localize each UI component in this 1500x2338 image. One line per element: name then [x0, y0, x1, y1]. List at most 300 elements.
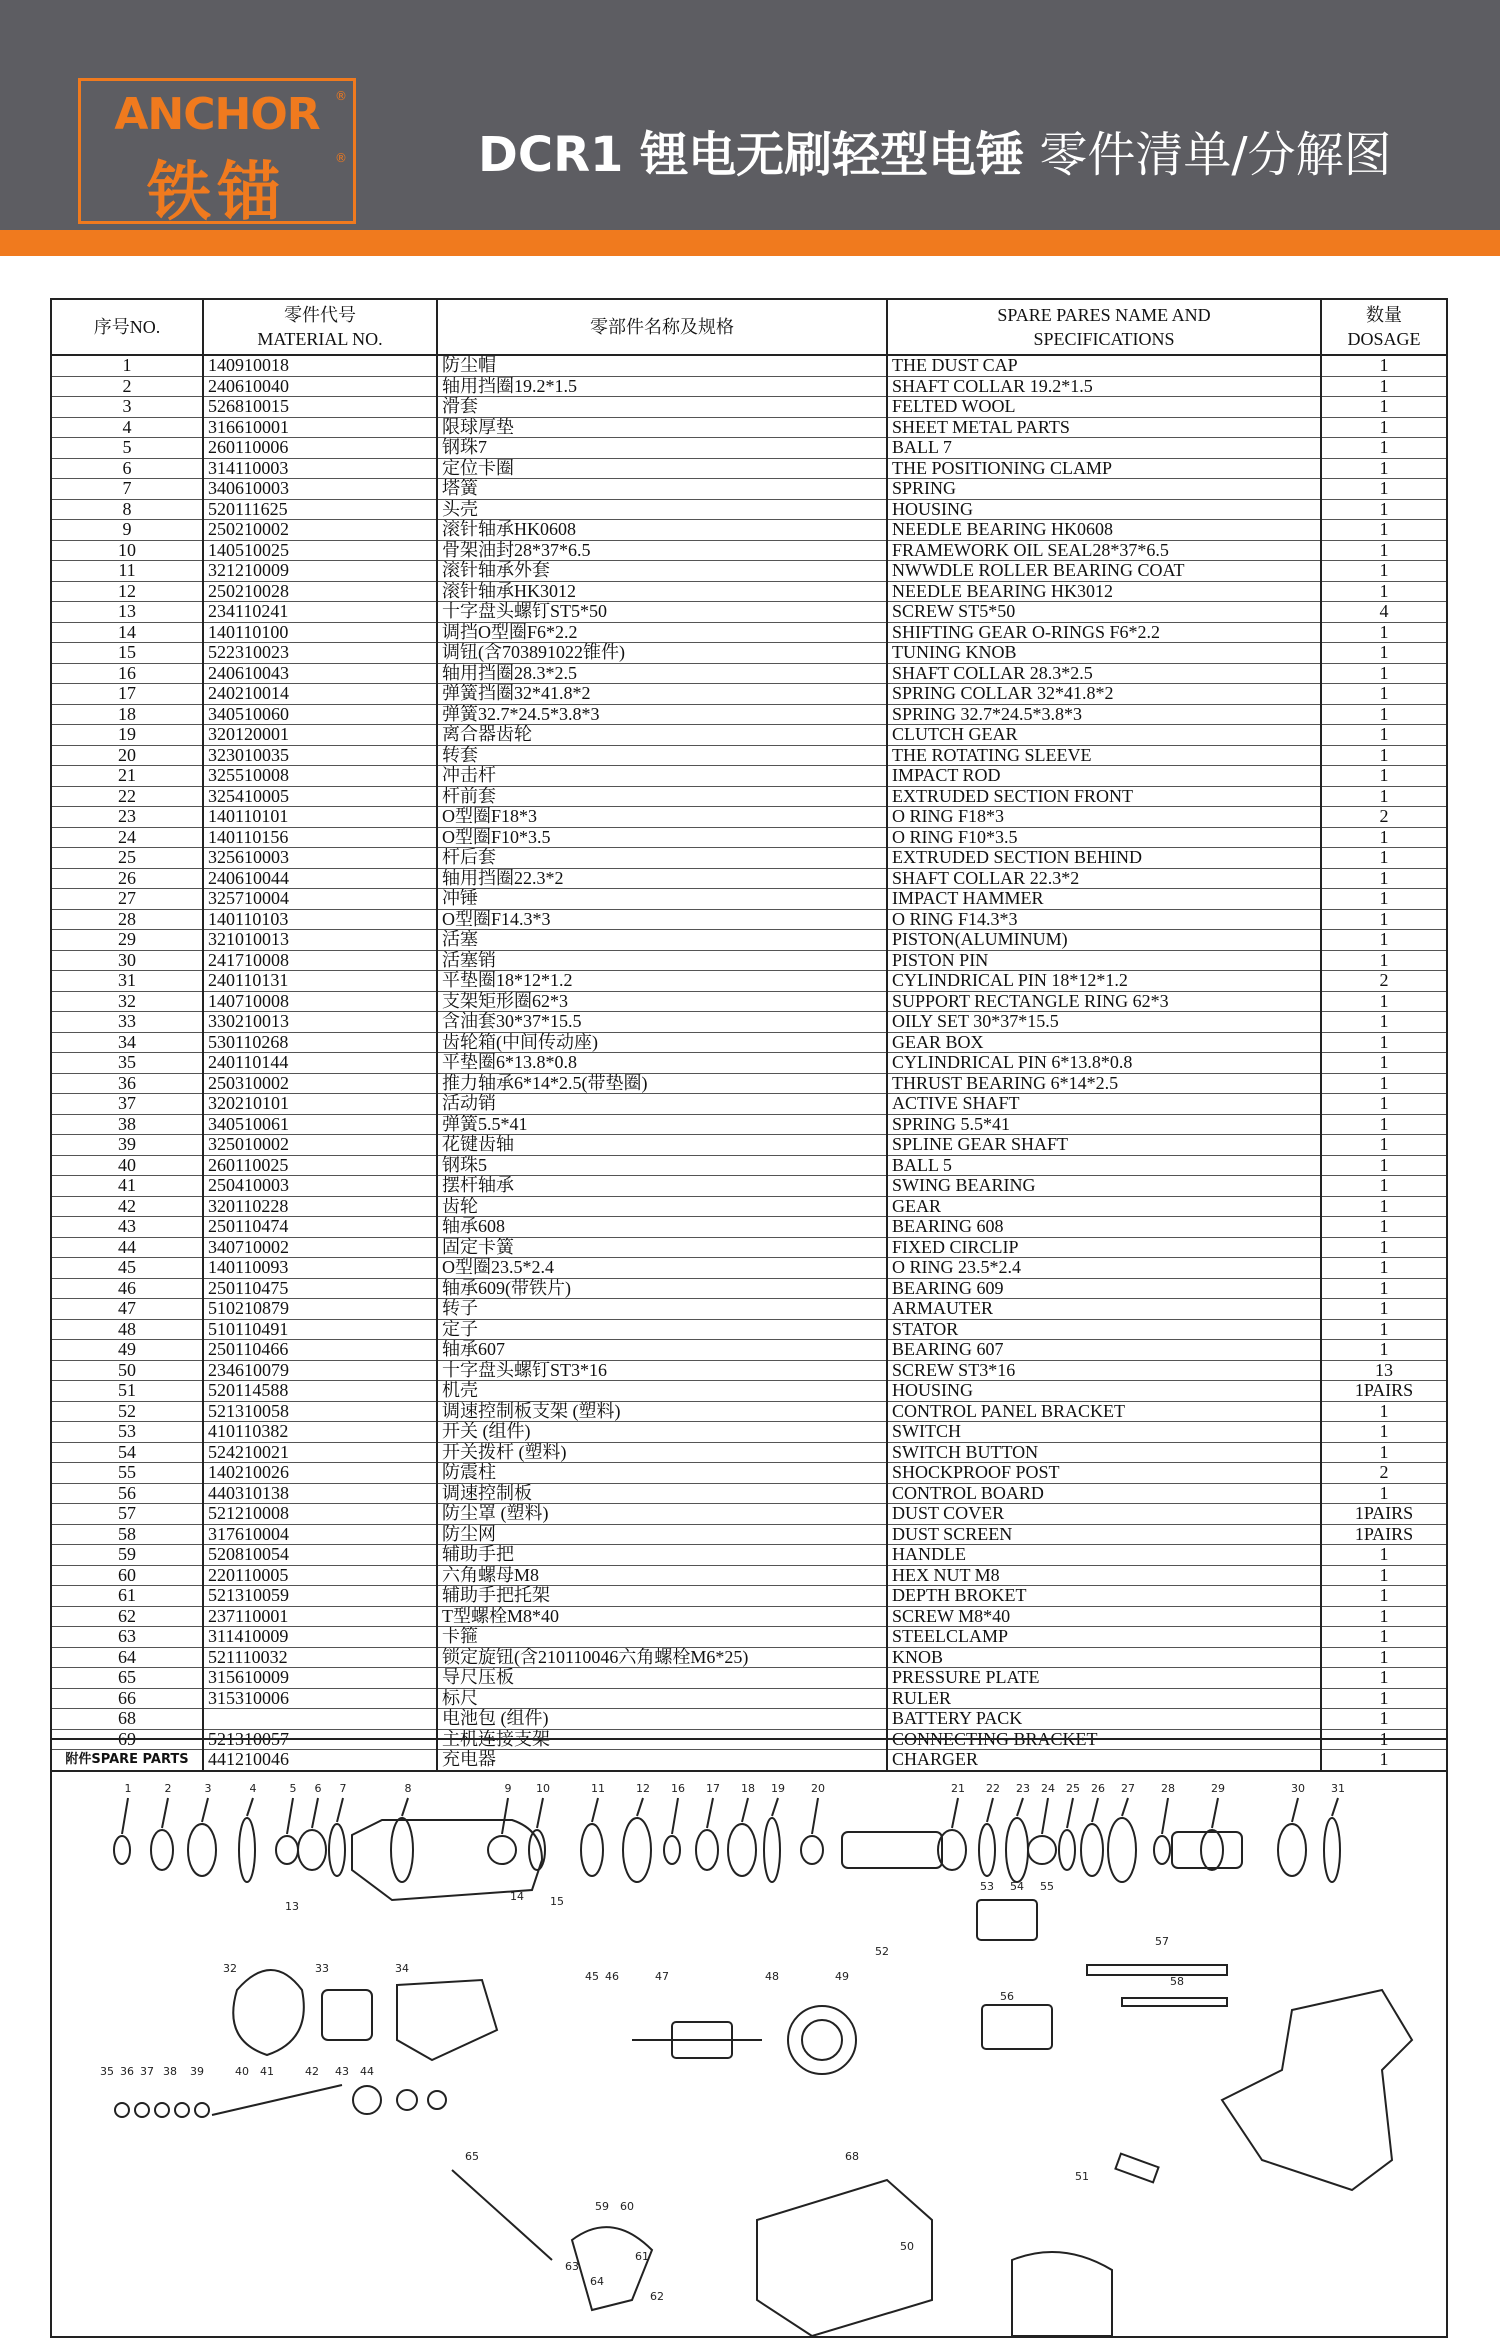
cell-no: 27 [51, 889, 203, 910]
diagram-callout: 35 [100, 2065, 114, 2078]
cell-name-zh: 轴承609(带铁片) [437, 1278, 887, 1299]
diagram-part-ring [1059, 1830, 1075, 1870]
cell-qty: 1 [1321, 1709, 1447, 1730]
cell-name-zh: 推力轴承6*14*2.5(带垫圈) [437, 1073, 887, 1094]
cell-qty: 1 [1321, 1668, 1447, 1689]
cell-no: 63 [51, 1627, 203, 1648]
cell-no: 25 [51, 848, 203, 869]
table-row [51, 848, 1447, 869]
table-row [51, 909, 1447, 930]
cell-material-no: 521310057 [203, 1729, 437, 1750]
cell-material-no: 250110474 [203, 1217, 437, 1238]
cell-name-en: O RING F18*3 [887, 807, 1321, 828]
cell-qty: 1 [1321, 663, 1447, 684]
table-row [51, 684, 1447, 705]
table-row [51, 1258, 1447, 1279]
diagram-callout: 43 [335, 2065, 349, 2078]
cell-material-no: 340510061 [203, 1114, 437, 1135]
diagram-part-handle [572, 2227, 652, 2310]
page-title [478, 116, 1392, 185]
cell-material-no: 250110475 [203, 1278, 437, 1299]
cell-material-no: 321210009 [203, 561, 437, 582]
cell-qty: 1 [1321, 1155, 1447, 1176]
diagram-leader-line [742, 1798, 748, 1822]
cell-no: 15 [51, 643, 203, 664]
diagram-part-ring [1108, 1818, 1136, 1882]
cell-material-no: 260110006 [203, 438, 437, 459]
table-header-row [51, 299, 1447, 355]
diagram-callout: 29 [1211, 1782, 1225, 1795]
table-row [51, 1155, 1447, 1176]
table-row [51, 1442, 1447, 1463]
table-row [51, 1032, 1447, 1053]
cell-no: 36 [51, 1073, 203, 1094]
diagram-callout: 58 [1170, 1975, 1184, 1988]
diagram-leader-line [952, 1798, 958, 1828]
cell-no: 1 [51, 355, 203, 376]
diagram-callout: 50 [900, 2240, 914, 2253]
cell-no: 23 [51, 807, 203, 828]
cell-name-zh: 活动销 [437, 1094, 887, 1115]
table-row [51, 930, 1447, 951]
diagram-callout: 7 [339, 1782, 347, 1795]
cell-no: 13 [51, 602, 203, 623]
cell-name-en: PISTON(ALUMINUM) [887, 930, 1321, 951]
diagram-part-bearing [397, 2090, 417, 2110]
diagram-part-dust-screen [1122, 1998, 1227, 2006]
cell-no: 14 [51, 622, 203, 643]
cell-name-zh: 弹簧挡圈32*41.8*2 [437, 684, 887, 705]
diagram-callout: 39 [190, 2065, 204, 2078]
table-row [51, 807, 1447, 828]
cell-no: 18 [51, 704, 203, 725]
page-title-subtitle: 零件清单/分解图 [1024, 127, 1392, 183]
cell-material-no: 316610001 [203, 417, 437, 438]
diagram-part-ring [391, 1818, 413, 1882]
table-row [51, 376, 1447, 397]
cell-no: 19 [51, 725, 203, 746]
diagram-callout: 5 [289, 1782, 297, 1795]
cell-no: 6 [51, 458, 203, 479]
diagram-callout: 55 [1040, 1880, 1054, 1893]
cell-name-zh: 塔簧 [437, 479, 887, 500]
cell-name-en: BEARING 609 [887, 1278, 1321, 1299]
diagram-callout: 20 [811, 1782, 825, 1795]
table-row [51, 1381, 1447, 1402]
cell-qty: 1 [1321, 1483, 1447, 1504]
diagram-part-piston [1172, 1832, 1242, 1868]
cell-name-en: SPRING [887, 479, 1321, 500]
diagram-leader-line [1212, 1798, 1218, 1828]
cell-material-no: 140110101 [203, 807, 437, 828]
cell-qty: 4 [1321, 602, 1447, 623]
cell-qty: 1 [1321, 520, 1447, 541]
cell-name-zh: 固定卡簧 [437, 1237, 887, 1258]
cell-material-no: 526810015 [203, 397, 437, 418]
cell-no: 20 [51, 745, 203, 766]
diagram-leader-line [1122, 1798, 1128, 1816]
table-row [51, 499, 1447, 520]
table-row [51, 1135, 1447, 1156]
cell-name-en: HEX NUT M8 [887, 1565, 1321, 1586]
cell-name-zh: 锁定旋钮(含210110046六角螺栓M6*25) [437, 1647, 887, 1668]
cell-material-no: 410110382 [203, 1422, 437, 1443]
cell-name-zh: 定位卡圈 [437, 458, 887, 479]
diagram-callout: 2 [164, 1782, 172, 1795]
cell-name-zh: 开关拨杆 (塑料) [437, 1442, 887, 1463]
diagram-callout: 57 [1155, 1935, 1169, 1948]
diagram-leader-line [1162, 1798, 1168, 1834]
diagram-part-ring [114, 1836, 130, 1864]
cell-name-zh: 转子 [437, 1299, 887, 1320]
cell-no: 56 [51, 1483, 203, 1504]
cell-name-zh: 钢珠5 [437, 1155, 887, 1176]
diagram-callout: 30 [1291, 1782, 1305, 1795]
cell-no: 34 [51, 1032, 203, 1053]
cell-qty: 1 [1321, 458, 1447, 479]
cell-qty: 1 [1321, 930, 1447, 951]
cell-no: 47 [51, 1299, 203, 1320]
cell-material-no: 441210046 [203, 1750, 437, 1771]
cell-name-en: SWITCH BUTTON [887, 1442, 1321, 1463]
cell-qty: 1 [1321, 417, 1447, 438]
table-row [51, 889, 1447, 910]
cell-name-en: O RING F10*3.5 [887, 827, 1321, 848]
cell-material-no: 520810054 [203, 1545, 437, 1566]
cell-name-en: THRUST BEARING 6*14*2.5 [887, 1073, 1321, 1094]
cell-name-en: CONTROL BOARD [887, 1483, 1321, 1504]
cell-qty: 1 [1321, 1176, 1447, 1197]
cell-name-zh: 定子 [437, 1319, 887, 1340]
cell-material-no: 530110268 [203, 1032, 437, 1053]
cell-name-zh: 弹簧32.7*24.5*3.8*3 [437, 704, 887, 725]
diagram-part-ring [1278, 1824, 1306, 1876]
cell-name-en: BEARING 607 [887, 1340, 1321, 1361]
cell-no: 22 [51, 786, 203, 807]
table-row [51, 438, 1447, 459]
diagram-leader-line [287, 1798, 293, 1834]
diagram-callout: 40 [235, 2065, 249, 2078]
cell-name-zh: 主机连接支架 [437, 1729, 887, 1750]
diagram-callout: 10 [536, 1782, 550, 1795]
cell-name-en: ACTIVE SHAFT [887, 1094, 1321, 1115]
diagram-callout: 64 [590, 2275, 604, 2288]
cell-name-zh: 轴用挡圈22.3*2 [437, 868, 887, 889]
diagram-callout: 54 [1010, 1880, 1024, 1893]
diagram-part-gear-box [397, 1980, 497, 2060]
cell-material-no: 140210026 [203, 1463, 437, 1484]
cell-material-no: 510210879 [203, 1299, 437, 1320]
diagram-part-ring [188, 1824, 216, 1876]
cell-qty: 1PAIRS [1321, 1524, 1447, 1545]
cell-material-no: 250110466 [203, 1340, 437, 1361]
cell-no: 32 [51, 991, 203, 1012]
cell-no: 4 [51, 417, 203, 438]
cell-name-en: FIXED CIRCLIP [887, 1237, 1321, 1258]
cell-material-no: 240110144 [203, 1053, 437, 1074]
diagram-callout: 26 [1091, 1782, 1105, 1795]
cell-qty: 1 [1321, 889, 1447, 910]
diagram-leader-line [247, 1798, 253, 1816]
diagram-part-gasket [233, 1970, 304, 2055]
diagram-callout: 13 [285, 1900, 299, 1913]
diagram-part-housing-half [1012, 2252, 1112, 2336]
diagram-callout: 28 [1161, 1782, 1175, 1795]
diagram-part-ring [764, 1818, 780, 1882]
cell-no: 45 [51, 1258, 203, 1279]
cell-qty: 1 [1321, 868, 1447, 889]
cell-material-no: 260110025 [203, 1155, 437, 1176]
diagram-part-battery-pack [757, 2180, 932, 2336]
diagram-leader-line [1067, 1798, 1073, 1828]
cell-name-zh: 钢珠7 [437, 438, 887, 459]
cell-qty: 1 [1321, 1094, 1447, 1115]
cell-qty: 1 [1321, 438, 1447, 459]
cell-material-no: 521210008 [203, 1504, 437, 1525]
cell-no: 50 [51, 1360, 203, 1381]
cell-name-en: HOUSING [887, 1381, 1321, 1402]
diagram-callout: 12 [636, 1782, 650, 1795]
diagram-callout: 24 [1041, 1782, 1055, 1795]
diagram-callout: 9 [504, 1782, 512, 1795]
cell-no: 52 [51, 1401, 203, 1422]
table-row [51, 397, 1447, 418]
cell-name-zh: 导尺压板 [437, 1668, 887, 1689]
cell-qty: 1 [1321, 704, 1447, 725]
diagram-callout: 56 [1000, 1990, 1014, 2003]
cell-name-zh: 辅助手把托架 [437, 1586, 887, 1607]
table-row [51, 1073, 1447, 1094]
cell-material-no: 220110005 [203, 1565, 437, 1586]
diagram-leader-line [402, 1798, 408, 1816]
cell-material-no: 522310023 [203, 643, 437, 664]
cell-name-en: CLUTCH GEAR [887, 725, 1321, 746]
registered-mark: ® [335, 151, 347, 165]
cell-material-no: 140110156 [203, 827, 437, 848]
cell-name-zh: 杆前套 [437, 786, 887, 807]
cell-qty: 1 [1321, 1258, 1447, 1279]
cell-name-en: SWITCH [887, 1422, 1321, 1443]
cell-name-zh: 弹簧5.5*41 [437, 1114, 887, 1135]
cell-qty: 1 [1321, 479, 1447, 500]
cell-qty: 1 [1321, 1606, 1447, 1627]
diagram-callout: 61 [635, 2250, 649, 2263]
diagram-part-ring [728, 1824, 756, 1876]
cell-no: 29 [51, 930, 203, 951]
cell-name-zh: 防尘帽 [437, 355, 887, 376]
cell-name-en: TUNING KNOB [887, 643, 1321, 664]
cell-no: 44 [51, 1237, 203, 1258]
diagram-part-washer [155, 2103, 169, 2117]
cell-name-en: THE DUST CAP [887, 355, 1321, 376]
diagram-part-ring [276, 1836, 298, 1864]
diagram-callout: 33 [315, 1962, 329, 1975]
cell-name-zh: 调挡O型圈F6*2.2 [437, 622, 887, 643]
header-no: 序号NO. [51, 299, 203, 355]
diagram-part-ring [1201, 1830, 1223, 1870]
cell-name-en: KNOB [887, 1647, 1321, 1668]
cell-qty: 1 [1321, 1012, 1447, 1033]
cell-name-en: STEELCLAMP [887, 1627, 1321, 1648]
table-row [51, 1422, 1447, 1443]
cell-qty: 1 [1321, 1750, 1447, 1771]
cell-name-en: GEAR BOX [887, 1032, 1321, 1053]
cell-qty: 1 [1321, 991, 1447, 1012]
table-row [51, 786, 1447, 807]
cell-no: 62 [51, 1606, 203, 1627]
cell-name-en: SPRING 32.7*24.5*3.8*3 [887, 704, 1321, 725]
table-row [51, 1709, 1447, 1730]
diagram-callout: 65 [465, 2150, 479, 2163]
diagram-part-washer [115, 2103, 129, 2117]
cell-qty: 1 [1321, 1053, 1447, 1074]
cell-material-no: 250210002 [203, 520, 437, 541]
cell-name-en: O RING F14.3*3 [887, 909, 1321, 930]
cell-name-zh: 防尘网 [437, 1524, 887, 1545]
diagram-callout: 52 [875, 1945, 889, 1958]
table-row [51, 520, 1447, 541]
cell-qty: 1 [1321, 1032, 1447, 1053]
exploded-view-drawing [52, 1740, 1446, 2336]
diagram-leader-line [337, 1798, 343, 1822]
cell-name-en: PRESSURE PLATE [887, 1668, 1321, 1689]
table-row [51, 991, 1447, 1012]
diagram-callout: 16 [671, 1782, 685, 1795]
table-row [51, 1114, 1447, 1135]
cell-material-no: 234110241 [203, 602, 437, 623]
table-row [51, 1545, 1447, 1566]
cell-no: 43 [51, 1217, 203, 1238]
cell-name-en: CONTROL PANEL BRACKET [887, 1401, 1321, 1422]
diagram-part-ring [529, 1830, 545, 1870]
cell-material-no: 250310002 [203, 1073, 437, 1094]
cell-name-zh: 平垫圈18*12*1.2 [437, 971, 887, 992]
cell-no: 33 [51, 1012, 203, 1033]
diagram-callout: 37 [140, 2065, 154, 2078]
cell-qty: 1 [1321, 376, 1447, 397]
parts-list-table [50, 298, 1448, 1772]
diagram-callout: 14 [510, 1890, 524, 1903]
header-material-zh: 零件代号 [284, 305, 356, 325]
cell-name-en: BALL 7 [887, 438, 1321, 459]
header-qty [1321, 299, 1447, 355]
cell-name-en: SHEET METAL PARTS [887, 417, 1321, 438]
cell-name-en: DUST SCREEN [887, 1524, 1321, 1545]
cell-name-zh: O型圈F18*3 [437, 807, 887, 828]
cell-qty: 13 [1321, 1360, 1447, 1381]
cell-qty: 1 [1321, 827, 1447, 848]
cell-material-no: 440310138 [203, 1483, 437, 1504]
table-row [51, 1565, 1447, 1586]
diagram-leader-line [637, 1798, 643, 1816]
diagram-callout: 19 [771, 1782, 785, 1795]
diagram-callout: 63 [565, 2260, 579, 2273]
diagram-part-depth-rod [452, 2170, 552, 2260]
diagram-part-ring [151, 1830, 173, 1870]
cell-no: 55 [51, 1463, 203, 1484]
cell-qty: 1 [1321, 1401, 1447, 1422]
cell-name-zh: 活塞 [437, 930, 887, 951]
diagram-leader-line [1292, 1798, 1298, 1822]
cell-no: 58 [51, 1524, 203, 1545]
diagram-part-ring [488, 1836, 516, 1864]
cell-no: 68 [51, 1709, 203, 1730]
diagram-leader-line [1042, 1798, 1048, 1834]
cell-name-en: DEPTH BROKET [887, 1586, 1321, 1607]
cell-name-en: RULER [887, 1688, 1321, 1709]
cell-no: 54 [51, 1442, 203, 1463]
cell-name-zh: 十字盘头螺钉ST5*50 [437, 602, 887, 623]
cell-material-no: 521310058 [203, 1401, 437, 1422]
cell-no: 60 [51, 1565, 203, 1586]
cell-material-no [203, 1709, 437, 1730]
cell-name-en: CHARGER [887, 1750, 1321, 1771]
cell-no: 26 [51, 868, 203, 889]
cell-qty: 1 [1321, 1319, 1447, 1340]
cell-name-zh: 调速控制板 [437, 1483, 887, 1504]
diagram-callout: 53 [980, 1880, 994, 1893]
table-row [51, 1053, 1447, 1074]
header-accent-stripe [0, 230, 1500, 256]
cell-qty: 1 [1321, 1217, 1447, 1238]
table-row [51, 479, 1447, 500]
cell-name-en: NWWDLE ROLLER BEARING COAT [887, 561, 1321, 582]
cell-no: 2 [51, 376, 203, 397]
parts-table-body [51, 355, 1447, 1771]
table-row [51, 868, 1447, 889]
diagram-part-ring [239, 1818, 255, 1882]
cell-name-zh: 滑套 [437, 397, 887, 418]
cell-material-no: 140710008 [203, 991, 437, 1012]
cell-name-zh: 平垫圈6*13.8*0.8 [437, 1053, 887, 1074]
diagram-leader-line [122, 1798, 128, 1834]
cell-material-no: 325010002 [203, 1135, 437, 1156]
cell-material-no: 250410003 [203, 1176, 437, 1197]
header-name-zh: 零部件名称及规格 [437, 299, 887, 355]
diagram-part-ring [1154, 1836, 1170, 1864]
diagram-callout: 62 [650, 2290, 664, 2303]
table-row [51, 1688, 1447, 1709]
diagram-part-ring [1006, 1818, 1028, 1882]
cell-no: 66 [51, 1688, 203, 1709]
cell-no: 30 [51, 950, 203, 971]
diagram-part-stator [788, 2006, 856, 2074]
table-row [51, 1196, 1447, 1217]
table-row [51, 643, 1447, 664]
table-row [51, 561, 1447, 582]
diagram-callout: 25 [1066, 1782, 1080, 1795]
diagram-callout: 46 [605, 1970, 619, 1983]
table-row [51, 1340, 1447, 1361]
diagram-callout: 31 [1331, 1782, 1345, 1795]
table-row [51, 745, 1447, 766]
logo-chinese-text: 铁锚 [147, 156, 287, 230]
cell-name-en: THE POSITIONING CLAMP [887, 458, 1321, 479]
cell-name-zh: O型圈23.5*2.4 [437, 1258, 887, 1279]
diagram-callout: 22 [986, 1782, 1000, 1795]
cell-name-zh: 卡箍 [437, 1627, 887, 1648]
cell-name-en: BATTERY PACK [887, 1709, 1321, 1730]
cell-material-no: 240610044 [203, 868, 437, 889]
diagram-callout: 17 [706, 1782, 720, 1795]
diagram-callout: 23 [1016, 1782, 1030, 1795]
cell-qty: 1 [1321, 1237, 1447, 1258]
cell-name-zh: 杆后套 [437, 848, 887, 869]
cell-qty: 1 [1321, 684, 1447, 705]
diagram-part-stator-inner [802, 2020, 842, 2060]
cell-no: 16 [51, 663, 203, 684]
cell-no: 46 [51, 1278, 203, 1299]
